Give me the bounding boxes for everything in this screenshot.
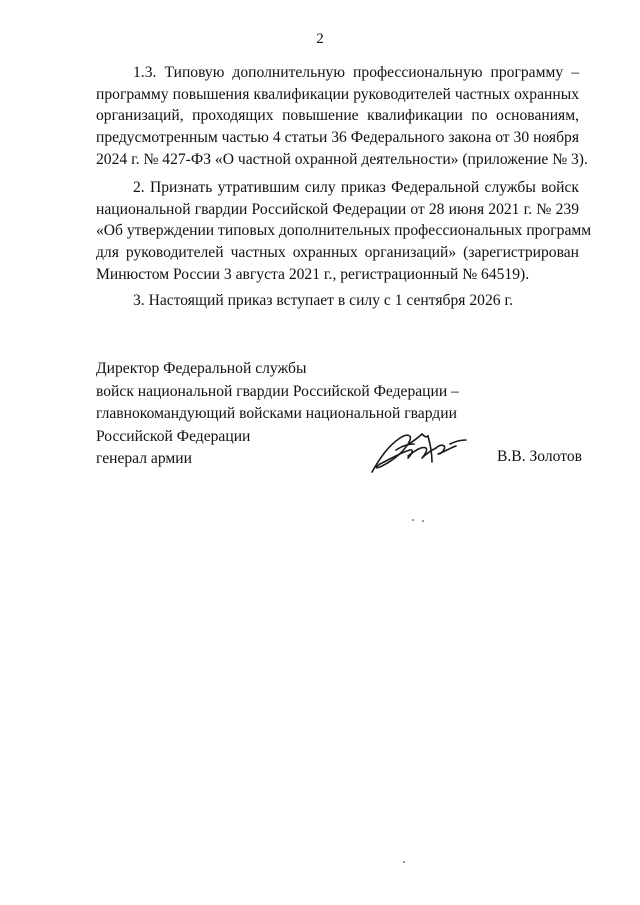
paragraph-line: 2024 г. № 427-ФЗ «О частной охранной деятельности» (приложение № 3). <box>96 150 588 168</box>
paragraph-1-3 <box>96 62 588 170</box>
page-number: 2 <box>316 31 324 47</box>
paragraph-line: 1.3. Типовую дополнительную профессиональную программу – <box>133 64 579 81</box>
scan-speck <box>403 861 405 863</box>
handwritten-signature <box>366 428 474 476</box>
signatory-title-line: Директор Федеральной службы <box>96 360 307 377</box>
paragraph-line: организаций, проходящих повышение квалификации по основаниям, <box>96 107 579 125</box>
signatory-title-line: Российской Федерации <box>96 427 251 445</box>
scan-speck <box>422 520 424 522</box>
paragraph-line: Минюстом России 3 августа 2021 г., регистрационный № 64519). <box>96 265 530 283</box>
paragraph-line: 2. Признать утратившим силу приказ Федеральной службы войск <box>133 179 579 196</box>
paragraph-2 <box>96 177 592 285</box>
paragraph-line: национальной гвардии Российской Федерации от 28 июня 2021 г. № 239 <box>96 200 579 218</box>
paragraph-3 <box>96 290 579 312</box>
signatory-title-line: войск национальной гвардии Российской Федерации – <box>96 382 459 400</box>
paragraph-line: предусмотренным частью 4 статьи 36 Федерального закона от 30 ноября <box>96 129 579 147</box>
signatory-title-line: генерал армии <box>96 450 192 467</box>
paragraph-line: «Об утверждении типовых дополнительных профессиональных программ <box>96 222 592 240</box>
signer-name: В.В. Золотов <box>497 448 583 465</box>
paragraph-line: 3. Настоящий приказ вступает в силу с 1 сентября 2026 г. <box>133 292 513 309</box>
scan-speck <box>412 519 414 521</box>
signatory-title-line: главнокомандующий войсками национальной гвардии <box>96 405 457 422</box>
paragraph-line: для руководителей частных охранных организаций» (зарегистрирован <box>96 244 579 262</box>
paragraph-line: программу повышения квалификации руководителей частных охранных <box>96 85 579 103</box>
